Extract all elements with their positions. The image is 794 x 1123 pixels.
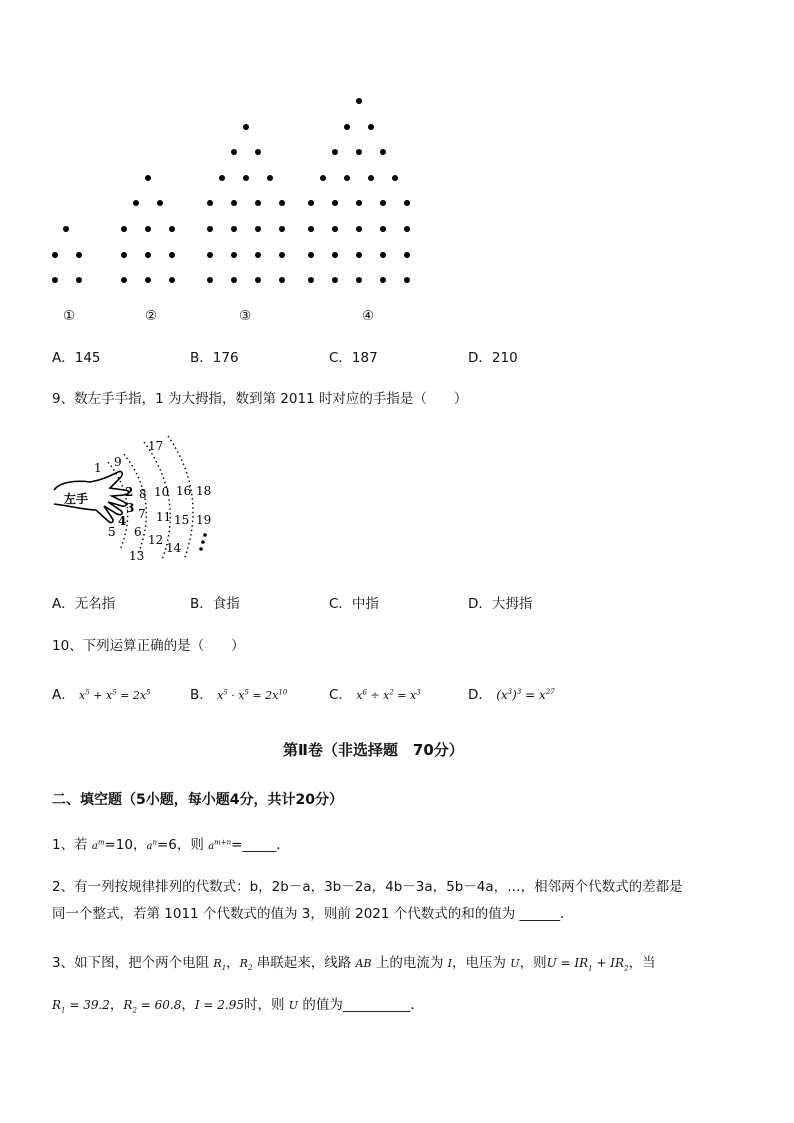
pattern-label-4: ④: [362, 308, 375, 324]
pattern-dot: [380, 252, 386, 258]
q8-option-d: D．210: [468, 350, 518, 366]
r1-value: $R_1 = 39.2$: [52, 998, 110, 1015]
q8-option-b: B．176: [190, 350, 239, 366]
pattern-dot: [404, 252, 410, 258]
pattern-label-1: ①: [63, 308, 76, 324]
hand-figure-svg: [50, 432, 230, 567]
pattern-dot: [356, 277, 362, 283]
fill-q3-text-h: 的值为__________．: [298, 997, 424, 1013]
pattern-dot: [320, 175, 326, 181]
q8-option-a: A．145: [52, 350, 101, 366]
q10-option-b-formula: $x^5 \cdot x^5 = 2x^{10}$: [217, 688, 288, 702]
fill-q1-cond-1: $a^m$: [91, 838, 105, 852]
fill-q3-text-b: 串联起来，线路: [252, 955, 356, 971]
pattern-dot: [207, 226, 213, 232]
pattern-dot: [279, 226, 285, 232]
fill-q3-text-f: ，当: [628, 955, 656, 971]
section-title: 第Ⅱ卷（非选择题 70分）: [283, 741, 464, 759]
pattern-dot: [279, 277, 285, 283]
pattern-dot: [279, 200, 285, 206]
hand-num-16: 16: [176, 484, 192, 498]
pattern-dot: [121, 277, 127, 283]
continuation-dot: [199, 547, 203, 551]
hand-num-6: 6: [134, 525, 142, 539]
q10-option-a-label: A．: [52, 687, 75, 703]
hand-num-8: 8: [139, 487, 147, 501]
q9-question: 9、数左手手指，1 为大拇指，数到第 2011 时对应的手指是（ ）: [52, 391, 468, 407]
pattern-dot: [231, 252, 237, 258]
pattern-dot: [308, 277, 314, 283]
q10-option-d-label: D．: [468, 687, 492, 703]
pattern-dot: [332, 226, 338, 232]
fill-q1-mid: ，则: [176, 837, 204, 853]
pattern-dot: [76, 252, 82, 258]
continuation-dot: [201, 540, 205, 544]
u-symbol-2: U: [288, 999, 299, 1012]
fill-q1: 1、若 $a^m=10$，$a^n=6$，则 $a^{m+n}=\_\_\_\_\_$．: [52, 837, 290, 853]
ab-symbol: AB: [355, 957, 372, 970]
q10-option-b: [190, 683, 287, 703]
pattern-dot: [145, 175, 151, 181]
q10-option-a-formula: $x^5 + x^5 = 2x^5$: [79, 688, 151, 702]
hand-num-15: 15: [174, 513, 190, 527]
pattern-dot: [380, 277, 386, 283]
hand-num-12: 12: [148, 533, 164, 547]
pattern-dot: [332, 200, 338, 206]
q9-option-b: B．食指: [190, 596, 240, 612]
fill-q2-line2: 同一个整式，若第 1011 个代数式的值为 3，则前 2021 个代数式的和的值为 ______．: [52, 906, 574, 922]
fill-q1-target: $a^{m+n}$: [208, 838, 232, 852]
pattern-label-3: ③: [239, 308, 252, 324]
q10-option-d-formula: $(x^3)^3 = x^{27}$: [496, 688, 555, 702]
fill-q3-line1: 3、如下图，把个两个电阻 $R_1$，$R_2$ 串联起来，线路 AB 上的电流为 I，电压为 U，则$U = IR_1 + IR_2$，当: [52, 955, 656, 973]
hand-num-1: 1: [94, 461, 102, 475]
q8-option-c: C．187: [329, 350, 378, 366]
pattern-dot: [255, 200, 261, 206]
q9-option-c: C．中指: [329, 596, 379, 612]
q9-option-d: D．大拇指: [468, 596, 533, 612]
pattern-dot: [145, 252, 151, 258]
hand-num-5: 5: [108, 525, 116, 539]
fill-q3-line2: $R_1 = 39.2$，$R_2 = 60.8$，I = 2.95时，则 U 的值为__________．: [52, 997, 424, 1015]
continuation-dot: [203, 533, 207, 537]
pattern-dot: [243, 124, 249, 130]
pattern-dot: [332, 252, 338, 258]
pattern-dot: [255, 277, 261, 283]
pattern-dot: [404, 277, 410, 283]
fill-q3-text-e: ，则: [519, 955, 547, 971]
pattern-dot: [356, 252, 362, 258]
u-symbol: U: [510, 957, 520, 970]
hand-num-9: 9: [114, 455, 122, 469]
hand-counting-figure: [50, 432, 230, 567]
hand-num-13: 13: [129, 549, 145, 563]
voltage-formula: $U = IR_1 + IR_2$: [546, 956, 629, 973]
pattern-dot: [332, 277, 338, 283]
hand-num-14: 14: [166, 541, 182, 555]
fill-q3-text-g: 时，则: [244, 997, 289, 1013]
q10-question: 10、下列运算正确的是（ ）: [52, 638, 245, 654]
pattern-dot: [308, 252, 314, 258]
pattern-dot: [380, 149, 386, 155]
fill-q3-text-c: 上的电流为: [371, 955, 448, 971]
pattern-dot: [267, 175, 273, 181]
pattern-dot: [308, 200, 314, 206]
pattern-dot: [231, 226, 237, 232]
pattern-dot: [207, 252, 213, 258]
pattern-dot: [231, 200, 237, 206]
pattern-dot: [356, 98, 362, 104]
q9-option-a: A．无名指: [52, 596, 116, 612]
pattern-dot: [169, 252, 175, 258]
pattern-dot: [356, 226, 362, 232]
pattern-dot: [52, 252, 58, 258]
pattern-dot: [356, 200, 362, 206]
pattern-dot: [243, 175, 249, 181]
pattern-dot: [255, 149, 261, 155]
pattern-dot: [380, 200, 386, 206]
pattern-dot: [231, 149, 237, 155]
pattern-dot: [255, 226, 261, 232]
pattern-label-2: ②: [145, 308, 158, 324]
pattern-dot: [133, 200, 139, 206]
fill-q3-text-d: ，电压为: [452, 955, 511, 971]
hand-label: 左手: [64, 492, 89, 506]
q10-option-d: [468, 683, 555, 703]
q10-option-c-formula: $x^6 \div x^2 = x^3$: [356, 688, 421, 702]
q10-option-a: [52, 683, 151, 703]
pattern-dot: [368, 124, 374, 130]
pattern-dot: [121, 252, 127, 258]
pattern-dot: [207, 200, 213, 206]
r1-symbol: $R_1$: [213, 957, 227, 973]
fill-q1-prefix: 1、若: [52, 837, 88, 853]
section-heading: 二、填空题（5小题，每小题4分，共计20分）: [52, 792, 343, 808]
hand-num-11: 11: [156, 510, 172, 524]
fill-q3-text-a: 3、如下图，把个两个电阻: [52, 955, 214, 971]
pattern-dot: [392, 175, 398, 181]
pattern-dot: [207, 277, 213, 283]
pattern-dot: [169, 226, 175, 232]
pattern-dot: [63, 226, 69, 232]
pattern-dot: [279, 252, 285, 258]
pattern-dot: [404, 200, 410, 206]
q10-option-c-label: C．: [329, 687, 352, 703]
q10-option-c: [329, 683, 421, 703]
pattern-dot: [52, 277, 58, 283]
pattern-dot: [356, 149, 362, 155]
pattern-dot: [145, 226, 151, 232]
pattern-dot: [219, 175, 225, 181]
hand-num-3: 3: [126, 501, 135, 515]
pattern-dot: [344, 124, 350, 130]
i-value: I = 2.95: [194, 998, 244, 1012]
hand-num-10: 10: [154, 485, 170, 499]
r2-symbol: $R_2$: [239, 957, 253, 973]
pattern-dot: [404, 226, 410, 232]
pattern-dot: [145, 277, 151, 283]
hand-num-17: 17: [148, 439, 164, 453]
pattern-dot: [368, 175, 374, 181]
pattern-dot: [344, 175, 350, 181]
hand-num-4: 4: [118, 514, 127, 528]
hand-num-7: 7: [138, 507, 146, 521]
fill-q2-line1: 2、有一列按规律排列的代数式：b，2b－a，3b－2a，4b－3a，5b－4a，…，相邻两个代数式的差都是: [52, 879, 683, 895]
hand-num-19: 19: [196, 513, 212, 527]
pattern-dot: [157, 200, 163, 206]
pattern-dot: [308, 226, 314, 232]
pattern-dot: [121, 226, 127, 232]
pattern-dot: [255, 252, 261, 258]
r2-value: $R_2 = 60.8$: [123, 998, 182, 1015]
pattern-dot: [169, 277, 175, 283]
hand-num-18: 18: [196, 484, 212, 498]
pattern-dot: [332, 149, 338, 155]
pattern-dot: [380, 226, 386, 232]
fill-q1-cond-2: $a^n$: [146, 838, 157, 852]
hand-num-2: 2: [125, 485, 134, 499]
i-symbol: I: [447, 957, 452, 970]
q10-option-b-label: B．: [190, 687, 213, 703]
pattern-dot: [76, 277, 82, 283]
pattern-dot: [231, 277, 237, 283]
